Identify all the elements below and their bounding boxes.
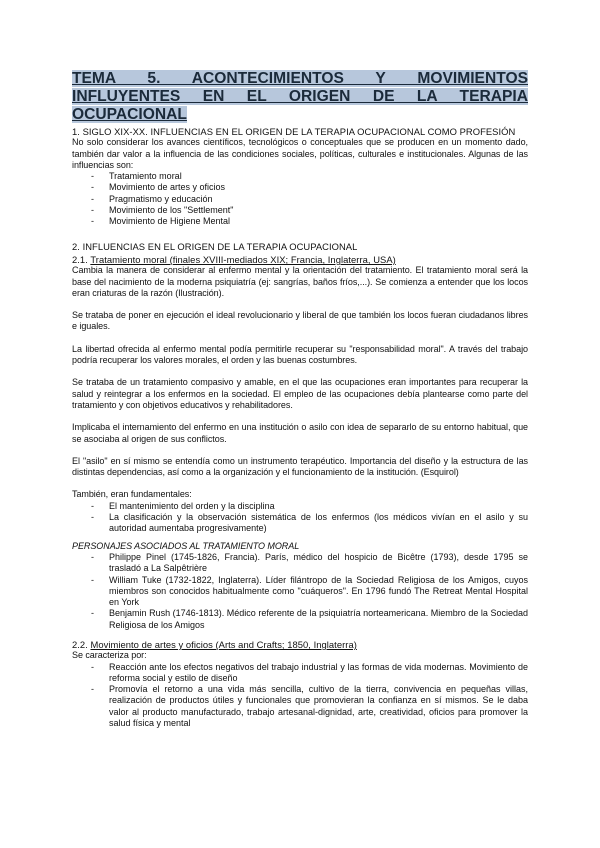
subsection-number: 2.2. [72, 638, 88, 650]
paragraph: La libertad ofrecida al enfermo mental podía permitirle recuperar su "responsabilidad moral". A través del trabajo podría recuperar los valores morales, el orden y las buenas costumbres. [72, 343, 528, 366]
paragraph: Se caracteriza por: [72, 650, 147, 661]
section-1-heading: 1. SIGLO XIX-XX. INFLUENCIAS EN EL ORIGEN DE LA TERAPIA OCUPACIONAL COMO PROFESIÓN [72, 126, 516, 137]
list-item: - La clasificación y la observación sistemática de los enfermos (los médicos vivían en el asilo y su autoridad aumentaba progresivamente) [91, 512, 528, 535]
paragraph: También, eran fundamentales: [72, 489, 192, 500]
page-title: TEMA 5. ACONTECIMIENTOS Y MOVIMIENTOS INFLUYENTES EN EL ORIGEN DE LA TERAPIA OCUPACIONAL [72, 70, 528, 123]
subsection-number: 2.1. [72, 253, 88, 265]
subsection-title: Movimiento de artes y oficios (Arts and Crafts; 1850, Inglaterra) [90, 638, 357, 650]
list-item: - Benjamin Rush (1746-1813). Médico referente de la psiquiatría norteamericana. Miembro de la Sociedad Religiosa de los Amigos [91, 608, 528, 631]
fundamentals-list [72, 501, 528, 535]
paragraph: Cambia la manera de considerar al enfermo mental y la orientación del tratamiento. El tratamiento moral será la base del nacimiento de la moderna psiquiatría (ej: sangrías, baños fríos,...). Se comienza a entender que los locos eran criaturas de la razón (Ilustración). [72, 265, 528, 298]
subsection-2-2-heading [72, 639, 528, 650]
personajes-list [72, 552, 528, 631]
list-item: - Pragmatismo y educación [91, 194, 528, 205]
list-item: - Tratamiento moral [91, 171, 528, 182]
paragraph: El "asilo" en sí mismo se entendía como un instrumento terapéutico. Importancia del diseño y la estructura de las distintas dependencias, así como a la organización y el funcionamiento de la institución. (Esquirol) [72, 455, 528, 478]
list-item: - William Tuke (1732-1822, Inglaterra). Líder filántropo de la Sociedad Religiosa de los Amigos, cuyos miembros son conocidos habitualmente como "cuáqueros". En 1796 fundó The Retreat Mental Hospital en York [91, 575, 528, 609]
title-block [72, 70, 528, 124]
influences-list [72, 171, 528, 227]
list-item: - Reacción ante los efectos negativos del trabajo industrial y las formas de vida modernas. Movimiento de reforma social y estilo de diseño [91, 662, 528, 685]
list-item: - Promovía el retorno a una vida más sencilla, cultivo de la tierra, convivencia en pequeñas villas, realización de productos útiles y funcionales que promovieran la confianza en sí mismos. Se le daba valor al producto manufacturado, trabajo artesanal-dignidad, arte, creatividad, oficios para promover la salud física y mental [91, 684, 528, 729]
list-item: - Movimiento de artes y oficios [91, 182, 528, 193]
section-1-intro: No solo considerar los avances científicos, tecnológicos o conceptuales que se producen en un momento dado, también dar valor a la influencia de las condiciones sociales, políticas, culturales e institucionales. Algunas de las influencias son: [72, 137, 528, 170]
personajes-heading: PERSONAJES ASOCIADOS AL TRATAMIENTO MORAL [72, 540, 300, 551]
paragraph: Implicaba el internamiento del enfermo en una institución o asilo con idea de separarlo de su entorno habitual, que se asociaba al origen de sus conflictos. [72, 422, 528, 444]
paragraph: Se trataba de poner en ejecución el ideal revolucionario y liberal de que también los locos fueran ciudadanos libres e iguales. [72, 310, 528, 332]
section-2-heading: 2. INFLUENCIAS EN EL ORIGEN DE LA TERAPIA OCUPACIONAL [72, 240, 358, 252]
subsection-title: Tratamiento moral (finales XVIII-mediados XIX; Francia, Inglaterra, USA) [90, 253, 396, 265]
list-item: - El mantenimiento del orden y la disciplina [91, 501, 528, 512]
characteristics-list [72, 662, 528, 730]
list-item: - Philippe Pinel (1745-1826, Francia). París, médico del hospicio de Bicêtre (1793), desde 1795 se trasladó a La Salpêtrière [91, 552, 528, 575]
list-item: - Movimiento de Higiene Mental [91, 216, 528, 227]
list-item: - Movimiento de los "Settlement" [91, 205, 528, 216]
subsection-2-1-heading [72, 254, 528, 265]
paragraph: Se trataba de un tratamiento compasivo y amable, en el que las ocupaciones eran importantes para recuperar la salud y reintegrar a los enfermos en la sociedad. El empleo de las ocupaciones debía plantearse como parte del tratamiento y con objetivos educativos y rehabilitadores. [72, 377, 528, 410]
